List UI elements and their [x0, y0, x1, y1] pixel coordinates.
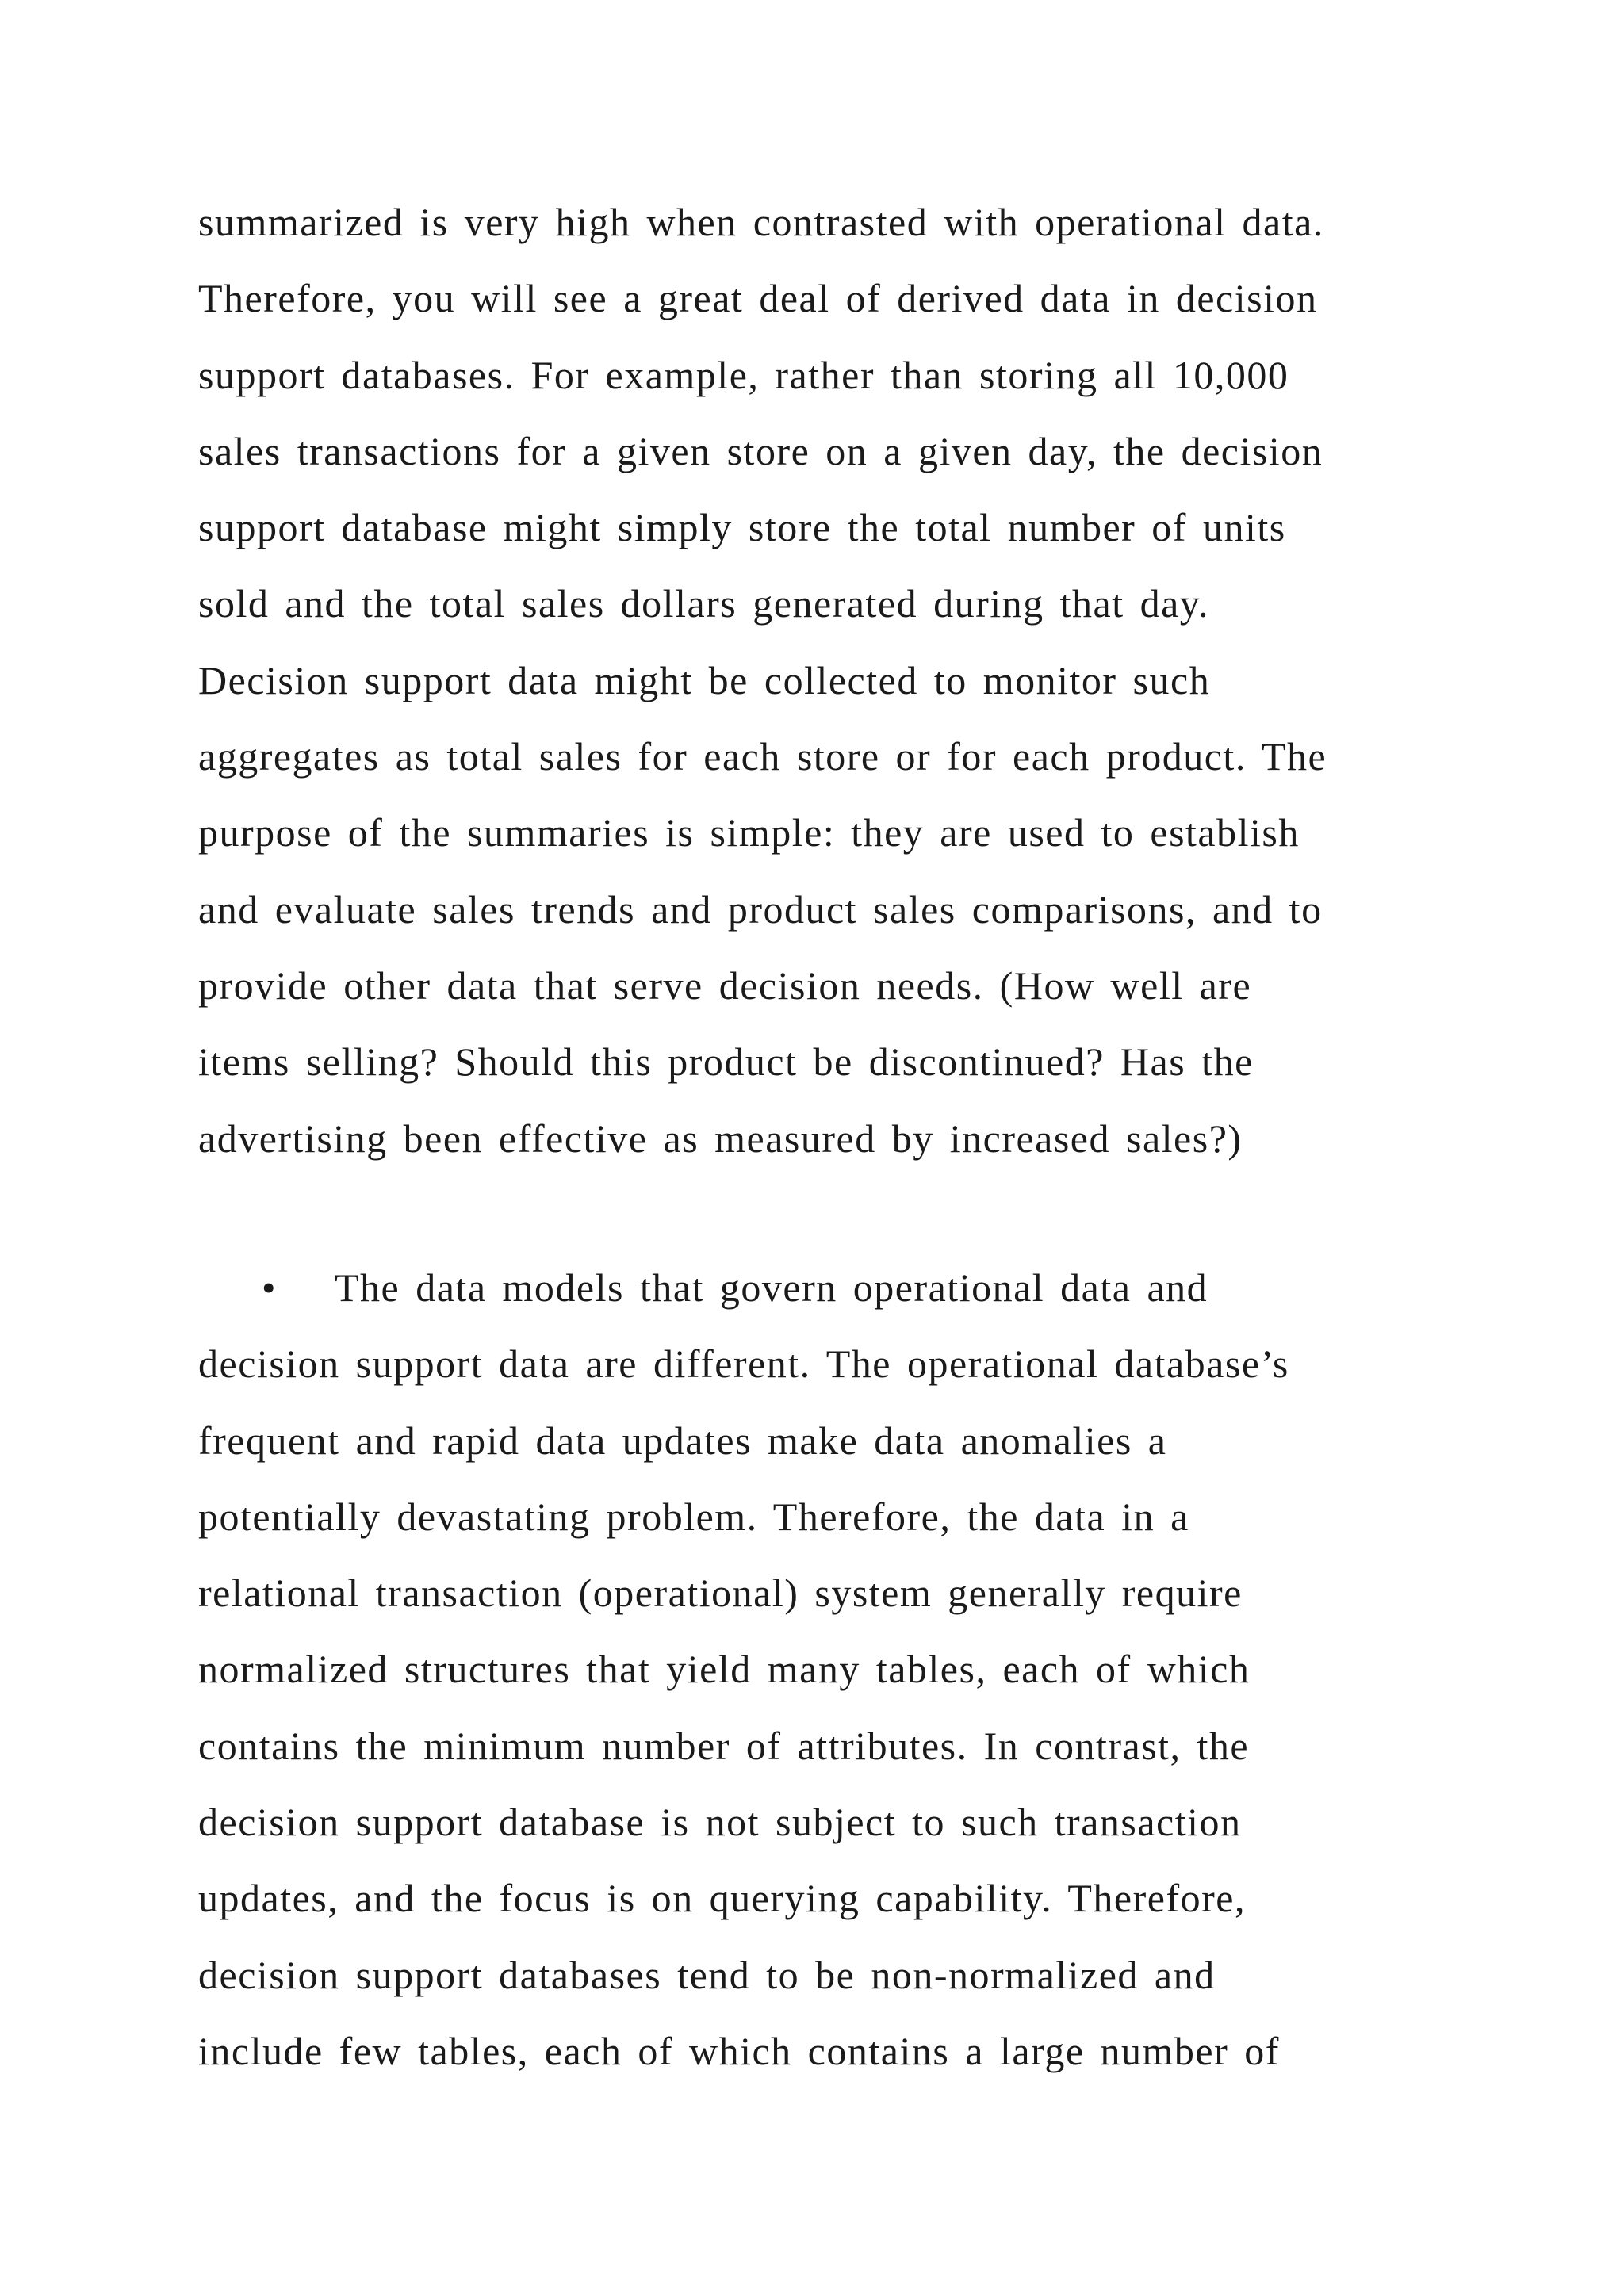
- text-line: aggregates as total sales for each store or for each product. The: [198, 734, 1327, 779]
- text-line: normalized structures that yield many tables, each of which: [198, 1647, 1251, 1692]
- text-line: decision support database is not subject to such transaction: [198, 1800, 1242, 1845]
- text-line: items selling? Should this product be discontinued? Has the: [198, 1039, 1254, 1085]
- text-line: and evaluate sales trends and product sales comparisons, and to: [198, 886, 1323, 932]
- bullet-icon: •: [262, 1265, 278, 1310]
- text-line: purpose of the summaries is simple: they are used to establish: [198, 810, 1300, 855]
- text-line: Therefore, you will see a great deal of derived data in decision: [198, 276, 1318, 321]
- text-line: sales transactions for a given store on a given day, the decision: [198, 428, 1323, 473]
- text-line: advertising been effective as measured by increased sales?): [198, 1115, 1243, 1161]
- text-line: support database might simply store the total number of units: [198, 505, 1286, 550]
- text-line: decision support data are different. The operational database’s: [198, 1341, 1289, 1387]
- text-line: relational transaction (operational) system generally require: [198, 1571, 1243, 1616]
- bullet-line: [198, 1249, 1435, 1326]
- text-line: include few tables, each of which contains a large number of: [198, 2028, 1280, 2073]
- paragraph-summaries: [198, 184, 1435, 1177]
- text-line: sold and the total sales dollars generated during that day.: [198, 581, 1210, 626]
- text-line: updates, and the focus is on querying capability. Therefore,: [198, 1876, 1246, 1921]
- text-line: support databases. For example, rather than storing all 10,000: [198, 352, 1289, 397]
- paragraph-data-models: [198, 1249, 1435, 2089]
- text-line: potentially devastating problem. Therefore, the data in a: [198, 1494, 1189, 1539]
- text-line: summarized is very high when contrasted with operational data.: [198, 200, 1324, 244]
- text-line: contains the minimum number of attributes. In contrast, the: [198, 1723, 1250, 1768]
- text-line: frequent and rapid data updates make data anomalies a: [198, 1418, 1167, 1463]
- text-line: provide other data that serve decision needs. (How well are: [198, 962, 1252, 1008]
- text-line: The data models that govern operational data and: [335, 1265, 1208, 1310]
- text-line: Decision support data might be collected to monitor such: [198, 657, 1211, 702]
- text-line: decision support databases tend to be non-normalized and: [198, 1952, 1216, 1997]
